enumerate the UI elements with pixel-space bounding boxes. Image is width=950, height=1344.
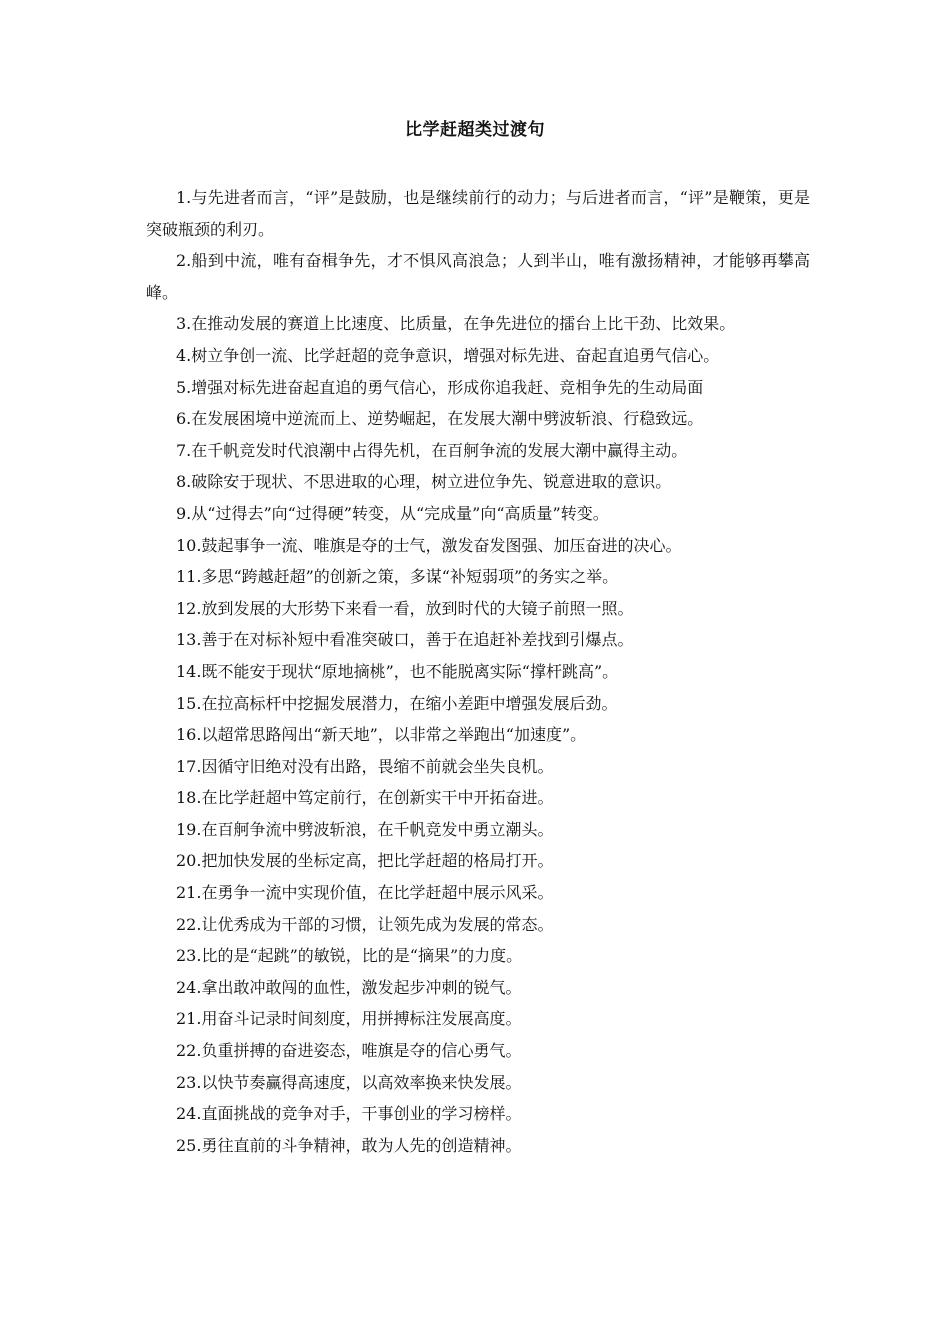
paragraph: 14.既不能安于现状“原地摘桃”，也不能脱离实际“撑杆跳高”。 xyxy=(176,661,619,681)
paragraph: 8.破除安于现状、不思进取的心理，树立进位争先、锐意进取的意识。 xyxy=(176,472,672,492)
paragraph: 21.在勇争一流中实现价值，在比学赶超中展示风采。 xyxy=(176,883,554,903)
paragraph: 15.在拉高标杆中挖掘发展潜力，在缩小差距中增强发展后劲。 xyxy=(176,693,618,713)
document-body xyxy=(146,182,810,1161)
paragraph: 24.拿出敢冲敢闯的血性，激发起步冲刺的锐气。 xyxy=(176,977,522,997)
paragraph: 21.用奋斗记录时间刻度，用拼搏标注发展高度。 xyxy=(176,1009,522,1029)
paragraph: 24.直面挑战的竞争对手，干事创业的学习榜样。 xyxy=(176,1104,522,1124)
document-title: 比学赶超类过渡句 xyxy=(405,120,545,140)
paragraph: 23.比的是“起跳”的敏锐，比的是“摘果”的力度。 xyxy=(176,946,523,966)
paragraph: 5.增强对标先进奋起直追的勇气信心，形成你追我赶、竞相争先的生动局面 xyxy=(176,377,704,397)
paragraph: 6.在发展困境中逆流而上、逆势崛起，在发展大潮中劈波斩浪、行稳致远。 xyxy=(176,409,704,429)
paragraph: 18.在比学赶超中笃定前行，在创新实干中开拓奋进。 xyxy=(176,788,554,808)
paragraph: 13.善于在对标补短中看准突破口，善于在追赶补差找到引爆点。 xyxy=(176,630,634,650)
paragraph: 11.多思“跨越赶超”的创新之策，多谋“补短弱项”的务实之举。 xyxy=(176,567,619,587)
paragraph: 12.放到发展的大形势下来看一看，放到时代的大镜子前照一照。 xyxy=(176,598,634,618)
paragraph: 9.从“过得去”向“过得硬”转变，从“完成量”向“高质量”转变。 xyxy=(176,503,609,523)
paragraph: 23.以快节奏赢得高速度，以高效率换来快发展。 xyxy=(176,1072,522,1092)
paragraph: 16.以超常思路闯出“新天地”，以非常之举跑出“加速度”。 xyxy=(176,725,587,745)
paragraph: 7.在千帆竞发时代浪潮中占得先机，在百舸争流的发展大潮中赢得主动。 xyxy=(176,440,688,460)
paragraph: 20.把加快发展的坐标定高，把比学赶超的格局打开。 xyxy=(176,851,554,871)
paragraph: 22.负重拼搏的奋进姿态，唯旗是夺的信心勇气。 xyxy=(176,1041,522,1061)
paragraph: 3.在推动发展的赛道上比速度、比质量，在争先进位的擂台上比干劲、比效果。 xyxy=(176,314,736,334)
paragraph: 2.船到中流，唯有奋楫争先，才不惧风高浪急；人到半山，唯有激扬精神，才能够再攀高峰。 xyxy=(146,251,810,302)
paragraph: 22.让优秀成为干部的习惯，让领先成为发展的常态。 xyxy=(176,914,554,934)
paragraph: 1.与先进者而言，“评”是鼓励，也是继续前行的动力；与后进者而言，“评”是鞭策，更是突破瓶颈的利刃。 xyxy=(146,188,810,239)
paragraph: 19.在百舸争流中劈波斩浪，在千帆竞发中勇立潮头。 xyxy=(176,819,554,839)
paragraph: 10.鼓起事争一流、唯旗是夺的士气，激发奋发图强、加压奋进的决心。 xyxy=(176,535,682,555)
paragraph: 17.因循守旧绝对没有出路，畏缩不前就会坐失良机。 xyxy=(176,756,554,776)
paragraph: 4.树立争创一流、比学赶超的竞争意识，增强对标先进、奋起直追勇气信心。 xyxy=(176,345,720,365)
paragraph: 25.勇往直前的斗争精神，敢为人先的创造精神。 xyxy=(176,1135,522,1155)
